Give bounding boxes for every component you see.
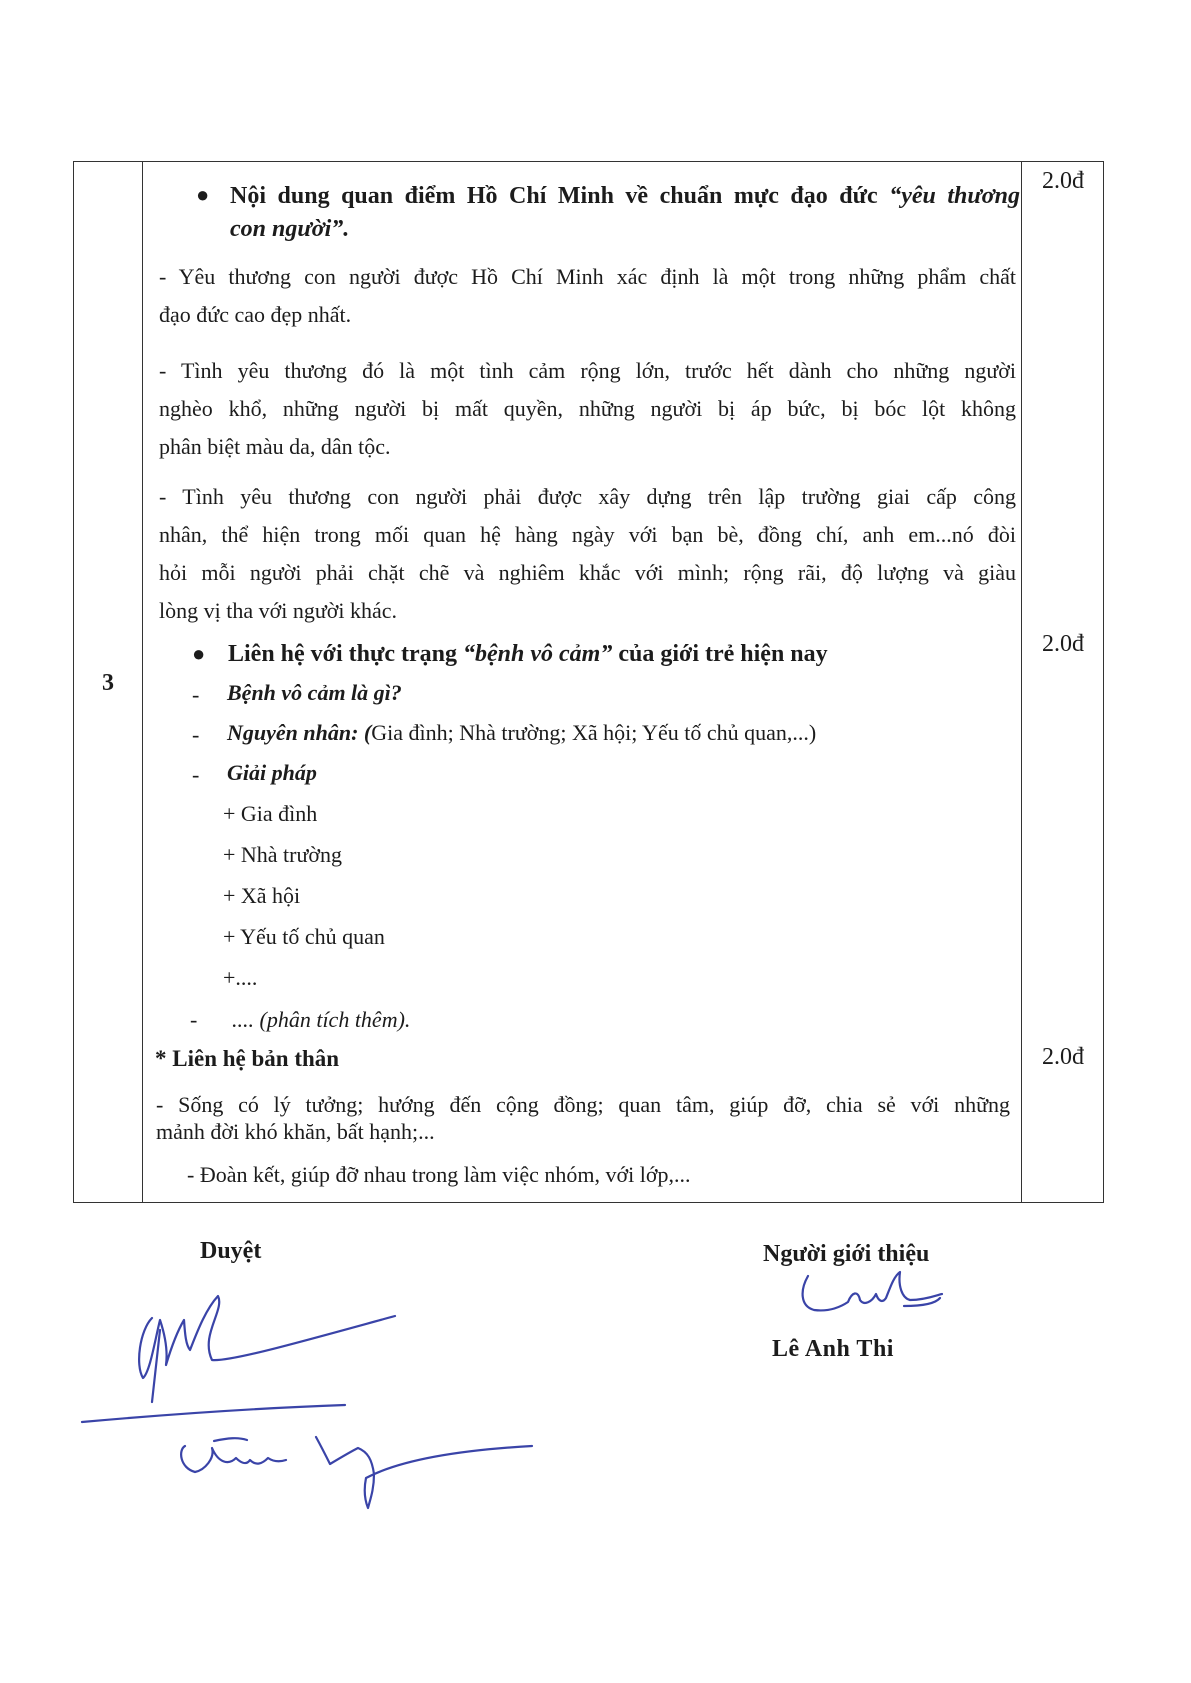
- part1-heading-line2: con người”.: [230, 216, 350, 242]
- score-part-2: 2.0đ: [1042, 631, 1084, 657]
- self-reflection-line3: - Đoàn kết, giúp đỡ nhau trong làm việc nhóm, với lớp,...: [187, 1162, 691, 1187]
- dash-marker: -: [192, 762, 200, 787]
- solution-item: + Nhà trường: [223, 842, 343, 867]
- signature-underline: [82, 1405, 345, 1422]
- solution-item: + Xã hội: [223, 883, 301, 908]
- approval-title: Duyệt: [200, 1238, 262, 1264]
- self-reflection-heading: * Liên hệ bản thân: [155, 1046, 340, 1071]
- paragraph-2-line3: phân biệt màu da, dân tộc.: [159, 434, 391, 459]
- part2-heading-italic: “bệnh vô cảm”: [463, 641, 613, 667]
- item-solutions: Giải pháp: [227, 760, 317, 785]
- paragraph-3-line2: nhân, thể hiện trong mối quan hệ hàng ngày với bạn bè, đồng chí, anh em...nó đòi: [159, 522, 1016, 547]
- part1-heading-bold: Nội dung quan điểm Hồ Chí Minh về chuẩn mực đạo đức: [230, 183, 890, 209]
- paragraph-2-line1: - Tình yêu thương đó là một tình cảm rộng lớn, trước hết dành cho những người: [159, 358, 1016, 383]
- solution-item: + Gia đình: [223, 801, 318, 826]
- item-further-analysis: .... (phân tích thêm).: [232, 1007, 411, 1032]
- paragraph-1-line1: - Yêu thương con người được Hồ Chí Minh xác định là một trong những phẩm chất: [159, 264, 1016, 289]
- presenter-name: Lê Anh Thi: [772, 1336, 894, 1362]
- presenter-title: Người giới thiệu: [763, 1241, 930, 1267]
- bullet-icon: ●: [196, 182, 210, 207]
- paragraph-1-line2: đạo đức cao đẹp nhất.: [159, 302, 352, 327]
- dash-marker: -: [192, 682, 200, 707]
- item-causes-text: Gia đình; Nhà trường; Xã hội; Yếu tố chủ quan,...): [371, 720, 817, 745]
- score-part-1: 2.0đ: [1042, 168, 1084, 194]
- solution-item: + Yếu tố chủ quan: [223, 924, 385, 949]
- item-causes-label: Nguyên nhân: (: [227, 720, 372, 745]
- signature-approver-1: [139, 1296, 395, 1378]
- paragraph-3-line4: lòng vị tha với người khác.: [159, 598, 398, 623]
- signature-approver-2: [181, 1446, 286, 1472]
- part2-heading-text: Liên hệ với thực trạng: [228, 641, 464, 667]
- item-what-is-apathy: Bệnh vô cảm là gì?: [227, 680, 402, 705]
- paragraph-3-line1: - Tình yêu thương con người phải được xây dựng trên lập trường giai cấp công: [159, 484, 1016, 509]
- paragraph-2-line2: nghèo khổ, những người bị mất quyền, những người bị áp bức, bị bóc lột không: [159, 396, 1016, 421]
- score-part-3: 2.0đ: [1042, 1044, 1084, 1070]
- paragraph-3-line3: hỏi mỗi người phải chặt chẽ và nghiêm khắc với mình; rộng rãi, độ lượng và giàu: [159, 560, 1016, 585]
- part1-heading-italic: “yêu thương: [889, 183, 1020, 209]
- dash-marker: -: [192, 722, 200, 747]
- dash-marker: -: [190, 1007, 198, 1032]
- self-reflection-line1: - Sống có lý tưởng; hướng đến cộng đồng; quan tâm, giúp đỡ, chia sẻ với những: [156, 1092, 1010, 1117]
- part2-heading-tail: của giới trẻ hiện nay: [612, 641, 828, 667]
- bullet-icon: ●: [192, 641, 206, 666]
- self-reflection-line2: mảnh đời khó khăn, bất hạnh;...: [156, 1119, 435, 1144]
- question-number: 3: [102, 670, 114, 696]
- solution-item: +....: [223, 965, 258, 990]
